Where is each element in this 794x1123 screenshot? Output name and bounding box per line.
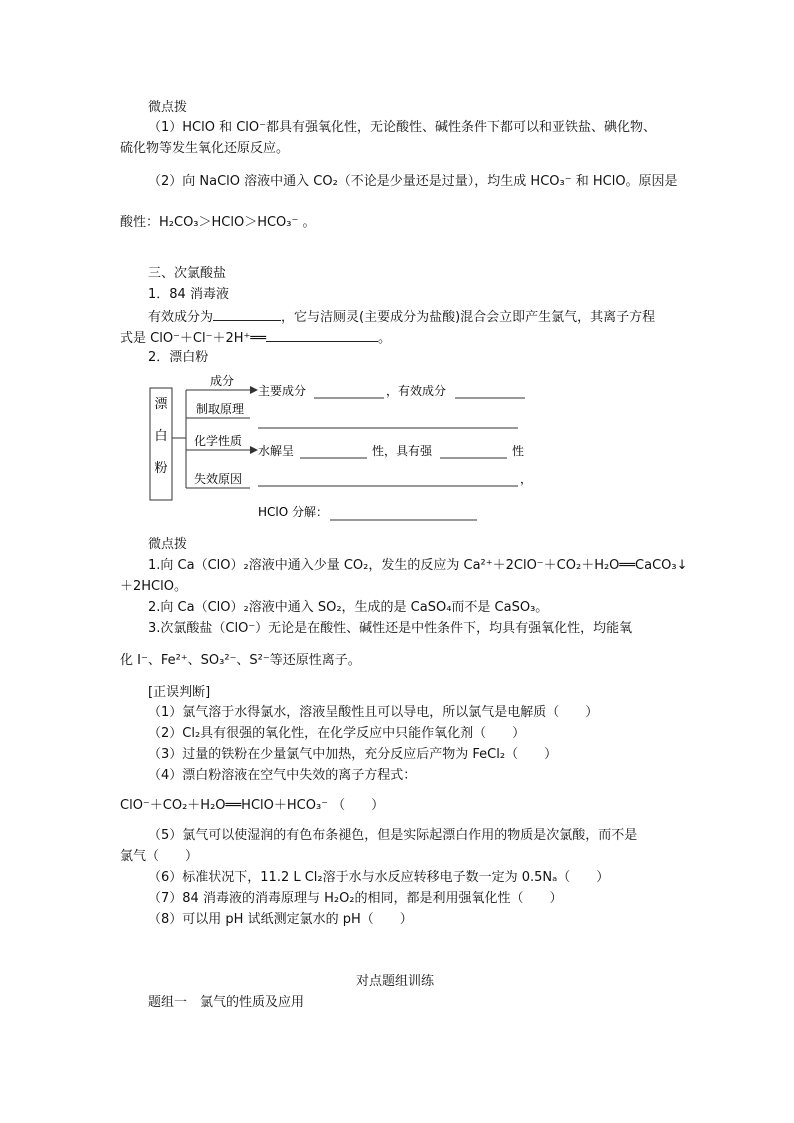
judge-heading: [正误判断] <box>148 685 211 700</box>
tip1-p2-line2: 酸性：H₂CO₃＞HClO＞HCO₃⁻ 。 <box>120 215 316 230</box>
tip2-l3b: 化 I⁻、Fe²⁺、SO₃²⁻、S²⁻等还原性离子。 <box>120 653 361 668</box>
branch-huaxue: 化学性质 <box>194 434 243 448</box>
judge-q6: （6）标准状况下，11.2 L Cl₂溶于水与水反应转移电子数一定为 0.5Nₐ（ ） <box>148 870 610 885</box>
bleach-powder-diagram <box>0 370 794 530</box>
section3-line2-end: 。 <box>378 331 392 346</box>
section3-line2-text: 式是 ClO⁻＋Cl⁻＋2H⁺══ <box>120 331 267 346</box>
root-char-3: 粉 <box>154 461 168 476</box>
judge-q5: （5）氯气可以使湿润的有色布条褪色，但是实际起漂白作用的物质是次氯酸，而不是 <box>148 828 638 843</box>
blank-ion-equation[interactable] <box>266 327 378 342</box>
tip2-l2: 2.向 Ca（ClO）₂溶液中通入 SO₂，生成的是 CaSO₄而不是 CaSO₃。 <box>148 600 549 615</box>
hydrolysis-label: 水解呈 <box>258 444 295 458</box>
judge-q8: （8）可以用 pH 试纸测定氯水的 pH（ ） <box>148 912 413 927</box>
branch-shixiao: 失效原因 <box>194 472 243 486</box>
arrow-head-huaxue <box>250 446 258 454</box>
judge-q1: （1）氯气溶于水得氯水，溶液呈酸性且可以导电，所以氯气是电解质（ ） <box>148 705 599 720</box>
hclo-decompose-label: HClO 分解： <box>258 505 328 519</box>
section3-line1-a: 有效成分为 <box>148 310 214 325</box>
root-char-1: 漂 <box>154 397 168 412</box>
branch-zhiqu: 制取原理 <box>196 402 245 416</box>
section3-line2 <box>120 327 391 349</box>
tip1-p1-line2: 硫化物等发生氧化还原反应。 <box>120 141 290 156</box>
section3-sub1: 1．84 消毒液 <box>148 287 229 302</box>
tip2-l1b: ＋2HClO。 <box>120 579 187 594</box>
main-component-label: 主要成分 <box>258 384 307 398</box>
arrow-head-chengfen <box>250 386 258 394</box>
judge-q7: （7）84 消毒液的消毒原理与 H₂O₂的相同，都是利用强氧化性（ ） <box>148 891 563 906</box>
xing-label-1: 性，具有强 <box>372 444 433 458</box>
tip2-l3: 3.次氯酸盐（ClO⁻）无论是在酸性、碱性还是中性条件下，均具有强氧化性，均能氧 <box>148 621 633 636</box>
practice-title: 对点题组训练 <box>356 974 435 989</box>
practice-group1: 题组一 氯气的性质及应用 <box>148 995 305 1010</box>
branch-chengfen: 成分 <box>210 374 235 388</box>
judge-q2: （2）Cl₂具有很强的氧化性，在化学反应中只能作氧化剂（ ） <box>148 726 526 741</box>
root-char-2: 白 <box>154 429 168 444</box>
section3-line1-b: ，它与洁厕灵(主要成分为盐酸)混合会立即产生氯气，其离子方程 <box>281 310 656 325</box>
tip1-p2-line1: （2）向 NaClO 溶液中通入 CO₂（不论是少量还是过量），均生成 HCO₃⁻ 和 HClO。原因是 <box>148 174 678 189</box>
tip1-heading: 微点拨 <box>148 100 188 115</box>
tip2-l1: 1.向 Ca（ClO）₂溶液中通入少量 CO₂，发生的反应为 Ca²⁺＋2ClO⁻＋CO₂＋H₂O══CaCO₃↓ <box>148 558 688 573</box>
tip2-heading: 微点拨 <box>148 537 188 552</box>
judge-q4: （4）漂白粉溶液在空气中失效的离子方程式： <box>148 768 417 783</box>
section3-title: 三、次氯酸盐 <box>148 266 227 281</box>
effective-component-label: ，有效成分 <box>386 384 447 398</box>
failure-comma: ， <box>520 472 533 486</box>
judge-q3: （3）过量的铁粉在少量氯气中加热，充分反应后产物为 FeCl₂（ ） <box>148 747 558 762</box>
judge-q4b: ClO⁻＋CO₂＋H₂O══HClO＋HCO₃⁻ （ ） <box>120 798 385 813</box>
tip1-p1-line1: （1）HClO 和 ClO⁻都具有强氧化性，无论酸性、碱性条件下都可以和亚铁盐、碘化物、 <box>148 120 657 135</box>
section3-line1 <box>148 306 655 328</box>
section3-sub2: 2．漂白粉 <box>148 350 209 365</box>
xing-label-2: 性 <box>512 444 525 458</box>
blank-effective-component[interactable] <box>213 306 281 321</box>
judge-q5b: 氯气（ ） <box>120 849 199 864</box>
